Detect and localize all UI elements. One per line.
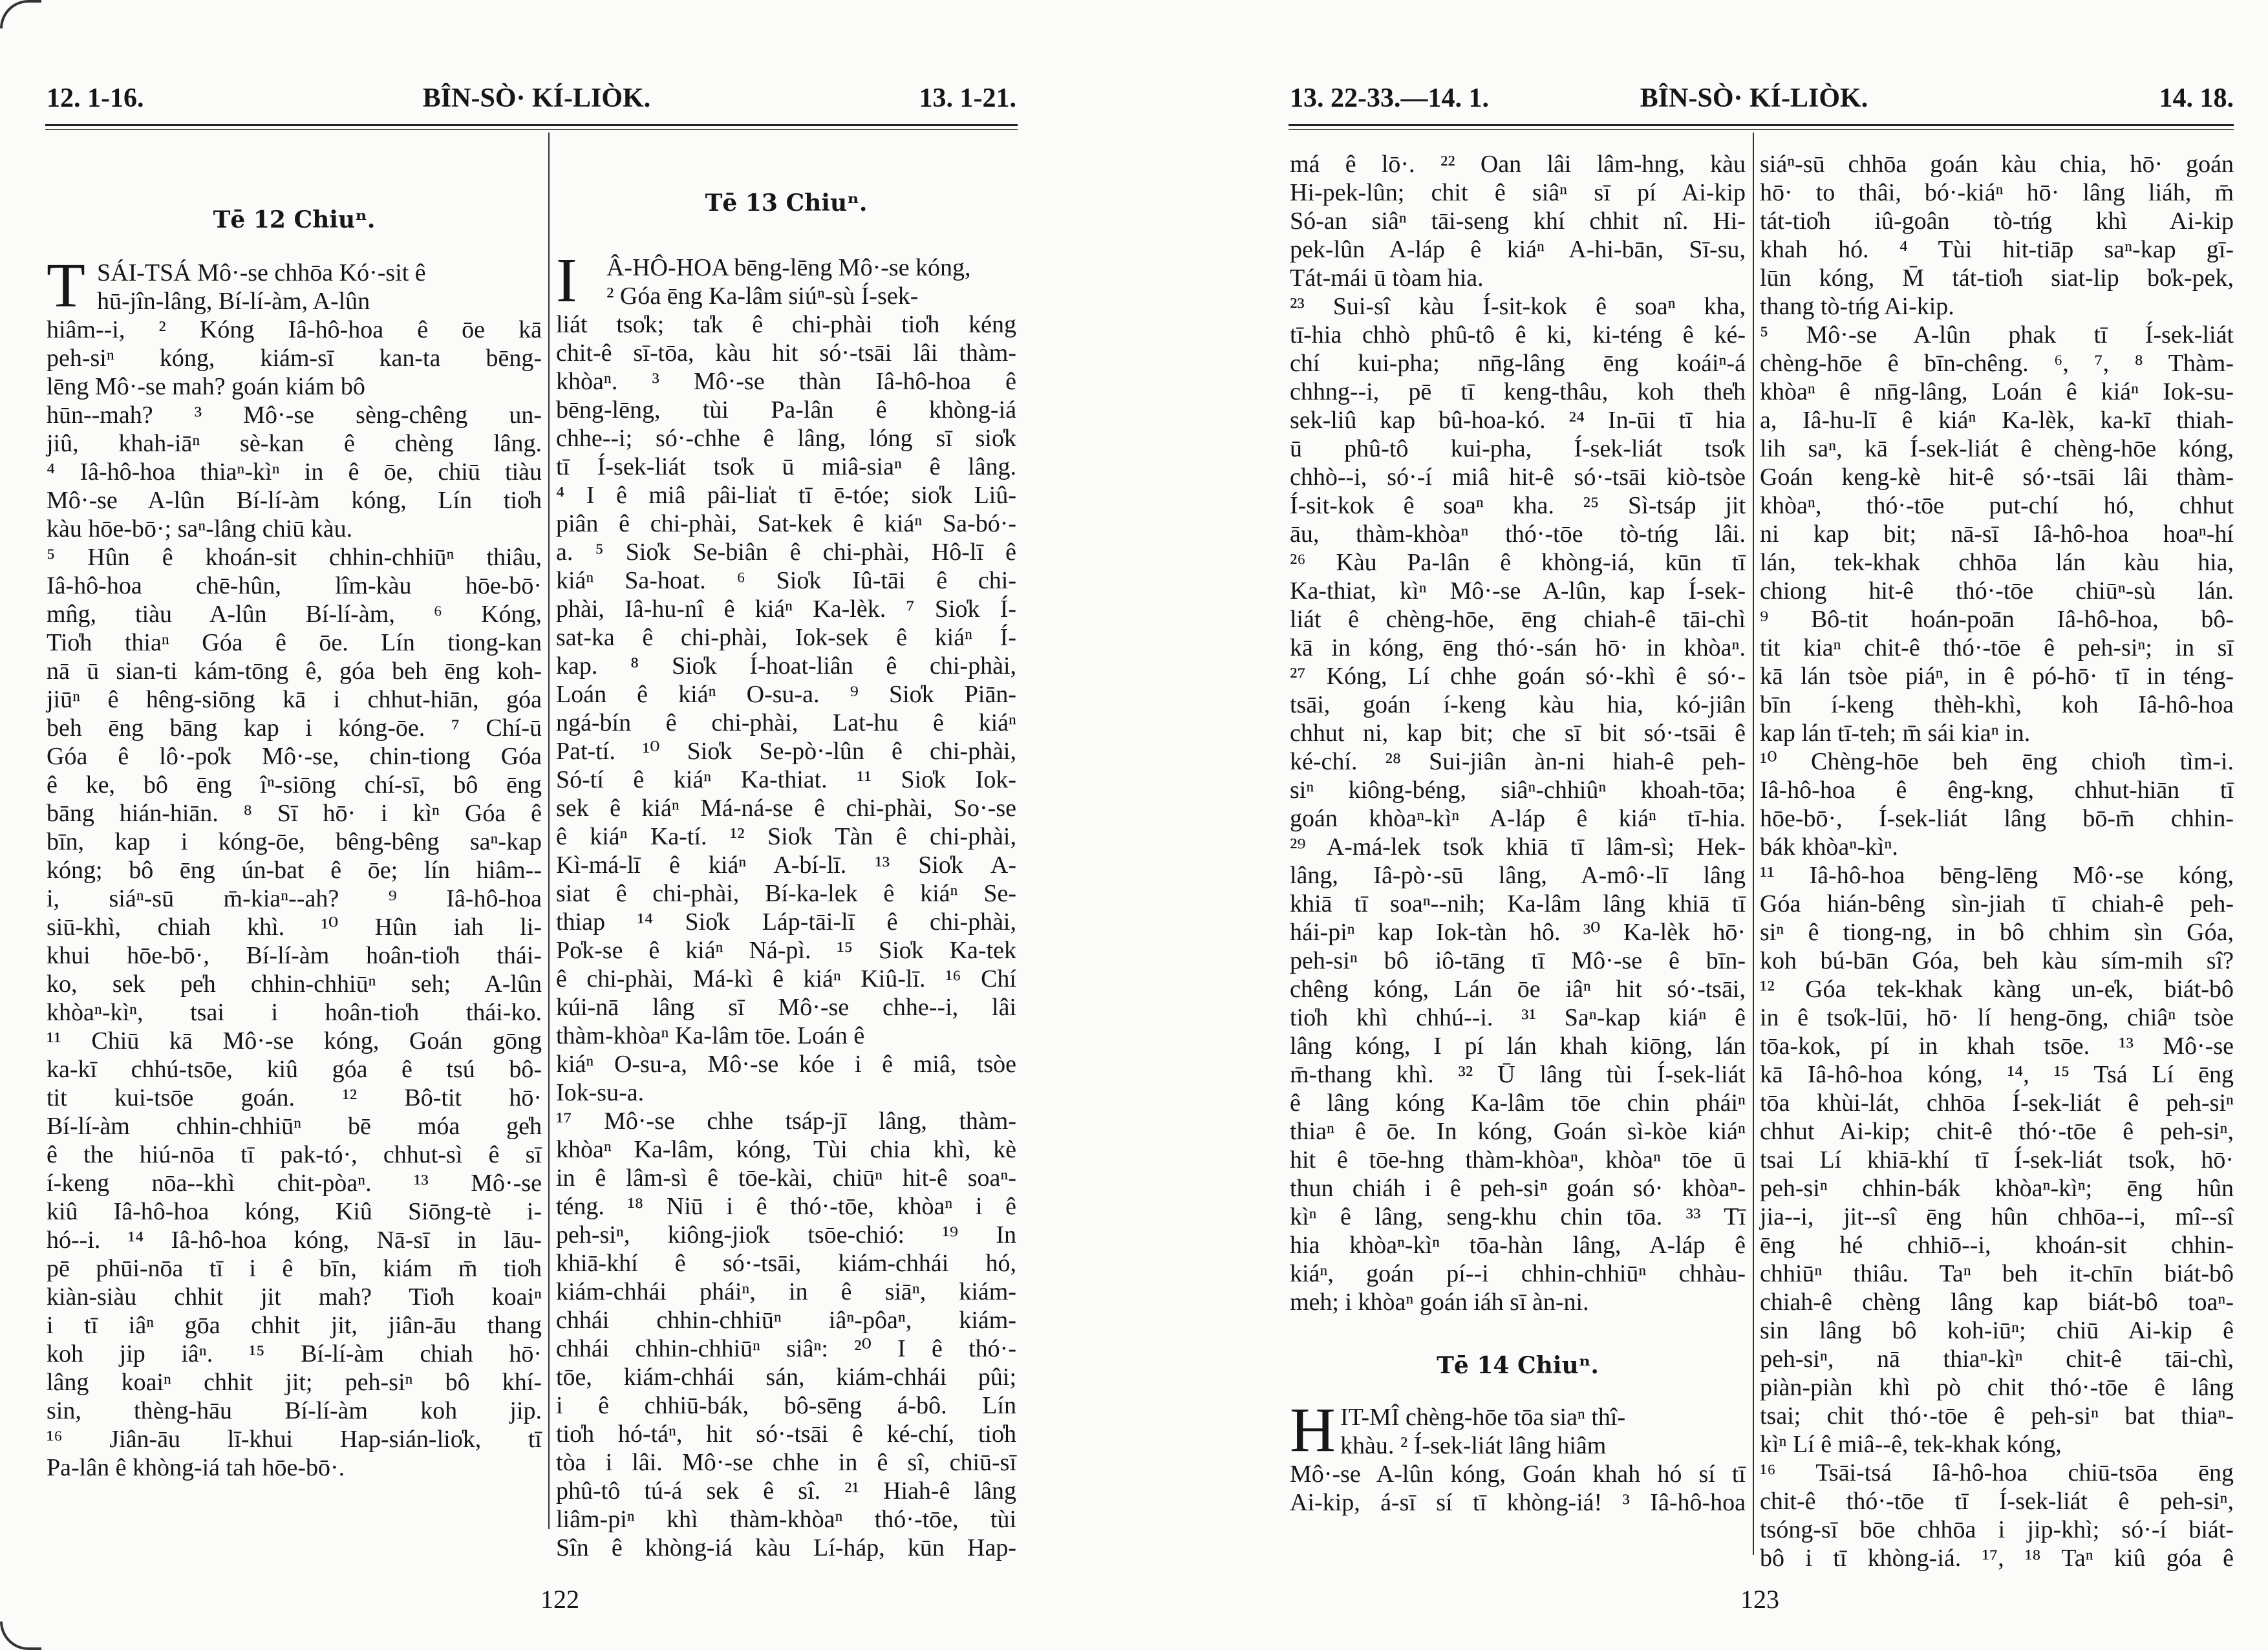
text-line: Tio̍h thiaⁿ Góa ê ōe. Lín tiong-kan	[47, 629, 542, 656]
left-header-ref-start: 12. 1-16.	[47, 83, 144, 113]
text-line: tsāi, goán í-keng kàu hia, kó-jiân	[1290, 691, 1746, 718]
text-line: lâng, Iâ-pò·-sū lâng, A-mô·-lī lâng	[1290, 862, 1746, 889]
text-line: phài, Iâ-hu-nî ê kiáⁿ Ka-lèk. ⁷ Sio̍k Í-	[556, 595, 1016, 623]
text-line: kìⁿ Lí ê miâ--ê, tek-khak kóng,	[1760, 1431, 2062, 1458]
text-line: sek ê kiáⁿ Má-ná-se ê chi-phài, So·-se	[556, 795, 1016, 822]
left-header-title: BÎN-SÒ· KÍ-LIÒK.	[422, 83, 651, 113]
text-line: in ê tso̍k-lūi, hō· lí heng-ōng, chiâⁿ tsòe	[1760, 1004, 2234, 1031]
text-line: khòaⁿ-kìⁿ, tsai i hoân-tio̍h thái-ko.	[47, 999, 542, 1026]
text-line: koh bú-bān Góa, beh kàu sím-mih sî?	[1760, 947, 2234, 974]
right-header-ref-start: 13. 22-33.—14. 1.	[1290, 83, 1489, 113]
text-line: tsai Lí khiā-khí tī Í-sek-liát tso̍k, hō·	[1760, 1146, 2234, 1173]
chapter-title: Tē 14 Chiuⁿ.	[1437, 1352, 1599, 1379]
text-line: SÁI-TSÁ Mô·-se chhōa Kó·-sit ê	[97, 259, 426, 286]
text-line: kā Iâ-hô-hoa kóng, ¹⁴, ¹⁵ Tsá Lí ēng	[1760, 1061, 2234, 1088]
text-block	[47, 251, 542, 1482]
text-line: má ê lō·. ²² Oan lâi lâm-hng, kàu	[1290, 151, 1746, 178]
left-header-ref-end: 13. 1-21.	[919, 83, 1016, 113]
text-line: Pa-lân ê khòng-iá tah hōe-bō·.	[47, 1454, 345, 1481]
text-line: ê ke, bô ēng îⁿ-siōng chí-sī, bô ēng	[47, 771, 542, 798]
text-line: kiàn-siàu chhit jit mah? Tio̍h koaiⁿ	[47, 1283, 542, 1311]
text-line: pek-lûn A-láp ê kiáⁿ A-hi-bān, Sī-su,	[1290, 236, 1746, 263]
text-block	[1290, 150, 1746, 1316]
text-line: thàm-khòaⁿ Ka-lâm tōe. Loán ê	[556, 1022, 865, 1049]
text-line: Góa ê lô·-po̍k Mô·-se, chin-tiong Góa	[47, 743, 542, 770]
text-line: chit-ê thó·-tōe tī Í-sek-liát ê peh-siⁿ,	[1760, 1488, 2234, 1515]
text-line: koh jip iâⁿ. ¹⁵ Bí-lí-àm chiah hō·	[47, 1340, 542, 1367]
text-line: ê kiáⁿ Ka-tí. ¹² Sio̍k Tàn ê chi-phài,	[556, 823, 1016, 850]
left-header-rule	[45, 124, 1018, 126]
text-line: bô i tī khòng-iá. ¹⁷, ¹⁸ Taⁿ kiû góa ê	[1760, 1545, 2234, 1572]
text-line: hū-jîn-lâng, Bí-lí-àm, A-lûn	[97, 288, 370, 315]
text-line: siⁿ kiông-béng, siâⁿ-chhiûⁿ khoah-tōa;	[1290, 777, 1746, 804]
text-line: i ê chhiū-bák, bô-sēng á-bô. Lín	[556, 1392, 1016, 1419]
text-line: siat ê chi-phài, Bí-ka-lek ê kiáⁿ Se-	[556, 880, 1016, 907]
text-line: i tī iâⁿ gōa chhit jit, jiân-āu thang	[47, 1312, 542, 1339]
text-block	[556, 246, 1016, 1562]
page-edge-shadow	[0, 0, 41, 28]
text-line: peh-siⁿ kóng, kiám-sī kan-ta bēng-	[47, 345, 542, 372]
text-line: lán, tek-khak chhōa lán kàu hia,	[1760, 549, 2234, 576]
text-line: liâm-piⁿ khì thàm-khòaⁿ thó·-tōe, tùi	[556, 1506, 1016, 1533]
text-line: jiû, khah-iāⁿ sè-kan ê chèng lâng.	[47, 430, 542, 457]
page-edge-shadow	[0, 1622, 41, 1650]
text-line: thiaⁿ ê ōe. In kóng, Goán sì-kòe kiáⁿ	[1290, 1118, 1746, 1145]
text-line: jiūⁿ ê hêng-siōng kā i chhut-hiān, góa	[47, 686, 542, 713]
text-line: khòaⁿ. ³ Mô·-se thàn Iâ-hô-hoa ê	[556, 368, 1016, 395]
text-line: chhiūⁿ thiâu. Taⁿ beh it-chīn biát-bô	[1760, 1260, 2234, 1287]
text-line: tōa-kok, pí in khah tsōe. ¹³ Mô·-se	[1760, 1033, 2234, 1060]
text-line: kìⁿ ê lâng, seng-khu chin tōa. ³³ Tī	[1290, 1203, 1746, 1230]
text-line: lēng Mô·-se mah? goán kiám bô	[47, 373, 365, 400]
text-line: chêng kóng, Lán ōe iâⁿ hit só·-tsāi,	[1290, 976, 1746, 1003]
text-line: chhut Ai-kip; chit-ê thó·-tōe ê peh-siⁿ,	[1760, 1118, 2234, 1145]
text-line: hōe-bō·, Í-sek-liát lâng bō-m̄ chhin-	[1760, 805, 2234, 832]
text-line: kiáⁿ O-su-a, Mô·-se kóe i ê miâ, tsòe	[556, 1051, 1016, 1078]
column-divider	[548, 133, 550, 1529]
text-line: chit-ê sī-tōa, kàu hit só·-tsāi lâi thàm-	[556, 339, 1016, 367]
text-line: tsai; chit thó·-tōe ê peh-siⁿ bat thiaⁿ-	[1760, 1402, 2234, 1430]
text-line: ka-kī chhú-tsōe, kiû góa ê tsú bô-	[47, 1056, 542, 1083]
text-line: ko, sek pe̍h chhin-chhiūⁿ seh; A-lûn	[47, 970, 542, 998]
text-line: tio̍h hó-táⁿ, hit só·-tsāi ê ké-chí, tio̍h	[556, 1420, 1016, 1448]
text-line: siáⁿ-sū chhōa goán kàu chia, hō· goán	[1760, 151, 2234, 178]
text-line: peh-siⁿ chhin-bák khòaⁿ-kìⁿ; ēng hûn	[1760, 1175, 2234, 1202]
text-line: sin lâng bô koh-iūⁿ; chiū Ai-kip ê	[1760, 1317, 2234, 1344]
text-line: Mô·-se A-lûn kóng, Goán khah hó sí tī	[1290, 1461, 1746, 1488]
text-line: a, Iâ-hu-lī ê kiáⁿ Ka-lèk, ka-kī thiah-	[1760, 407, 2234, 434]
text-line: ⁴ I ê miâ pâi-lia̍t tī ē-tóe; sio̍k Liû-	[556, 482, 1016, 509]
text-line: siū-khì, chiah khì. ¹⁰ Hûn iah li-	[47, 914, 542, 941]
text-line: in ê lâm-sì ê tōe-kài, chiūⁿ hit-ê soaⁿ-	[556, 1164, 1016, 1192]
text-line: Hi-pek-lûn; chit ê siâⁿ sī pí Ai-kip	[1290, 179, 1746, 206]
text-line: beh ēng bāng kap i kóng-ōe. ⁷ Chí-ū	[47, 714, 542, 742]
text-line: bēng-lēng, tùi Pa-lân ê khòng-iá	[556, 396, 1016, 423]
text-line: tit kui-tsōe goán. ¹² Bô-tit hō·	[47, 1084, 542, 1111]
text-line: ¹¹ Chiū kā Mô·-se kóng, Goán gōng	[47, 1027, 542, 1055]
text-line: a. ⁵ Sio̍k Se-biân ê chi-phài, Hô-lī ê	[556, 539, 1016, 566]
text-line: hó--i. ¹⁴ Iâ-hô-hoa kóng, Nā-sī in lāu-	[47, 1227, 542, 1254]
text-line: nā ū sian-ti kám-tōng ê, góa beh ēng koh-	[47, 658, 542, 685]
text-line: goán khòaⁿ-kìⁿ A-láp ê kiáⁿ tī-hia.	[1290, 805, 1746, 832]
text-line: kóng; bô ēng ún-bat ê ōe; lín hiâm--	[47, 857, 542, 884]
text-line: ²⁹ A-má-lek tso̍k khiā tī lâm-sì; Hek-	[1290, 833, 1746, 861]
right-header-title: BÎN-SÒ· KÍ-LIÒK.	[1640, 83, 1868, 113]
text-line: peh-siⁿ, kiông-jio̍k tsōe-chió: ¹⁹ In	[556, 1221, 1016, 1248]
text-line: piân ê chi-phài, Sat-kek ê kiáⁿ Sa-bó·-	[556, 510, 1016, 537]
text-line: ¹² Góa tek-khak kàng un-e̍k, biát-bô	[1760, 976, 2234, 1003]
column-divider	[1753, 133, 1754, 1555]
text-line: ¹⁰ Chèng-hōe beh ēng chio̍h tìm-i.	[1760, 748, 2234, 775]
text-line: bák khòaⁿ-kìⁿ.	[1760, 833, 1898, 861]
text-line: Iâ-hô-hoa chē-hûn, lîm-kàu hōe-bō·	[47, 572, 542, 599]
text-line: bāng hián-hiān. ⁸ Sī hō· i kìⁿ Góa ê	[47, 800, 542, 827]
text-line: chhái chhin-chhiūⁿ iâⁿ-pôaⁿ, kiám-	[556, 1307, 1016, 1334]
text-line: téng. ¹⁸ Niū i ê thó·-tōe, khòaⁿ i ê	[556, 1193, 1016, 1220]
text-line: tit kiaⁿ chit-ê thó·-tōe ê peh-siⁿ; in sī	[1760, 634, 2234, 661]
text-line: peh-siⁿ, nā thiaⁿ-kìⁿ chit-ê tāi-chì,	[1760, 1345, 2234, 1373]
text-line: Iâ-hô-hoa ê êng-kng, chhut-hiān tī	[1760, 777, 2234, 804]
text-line: ²⁷ Kóng, Lí chhe goán só·-khì ê só·-	[1290, 663, 1746, 690]
text-line: Â-HÔ-HOA bēng-lēng Mô·-se kóng,	[606, 254, 971, 281]
text-line: Sîn ê khòng-iá kàu Lí-háp, kūn Hap-	[556, 1534, 1016, 1561]
text-line: Goán keng-kè hit-ê só·-tsāi lâi thàm-	[1760, 464, 2234, 491]
text-line: mn̂g, tiàu A-lûn Bí-lí-àm, ⁶ Kóng,	[47, 601, 542, 628]
text-line: kàu hōe-bō·; saⁿ-lâng chiū kàu.	[47, 515, 353, 542]
text-line: hit ê tōe-hng thàm-khòaⁿ, khòaⁿ tōe ū	[1290, 1146, 1746, 1173]
text-line: ²⁶ Kàu Pa-lân ê khòng-iá, kūn tī	[1290, 549, 1746, 576]
text-line: ngá-bín ê chi-phài, Lat-hu ê kiáⁿ	[556, 709, 1016, 736]
left-header-rule	[45, 129, 1018, 130]
text-line: Po̍k-se ê kiáⁿ Ná-pì. ¹⁵ Sio̍k Ka-tek	[556, 937, 1016, 964]
text-line: khòaⁿ, thó·-tōe put-chí hó, chhut	[1760, 492, 2234, 519]
text-line: khàu. ² Í-sek-liát lâng hiâm	[1340, 1432, 1607, 1459]
text-line: ⁹ Bô-tit hoán-poān Iâ-hô-hoa, bô-	[1760, 606, 2234, 633]
text-line: chhut ni, kap bit; che sī bit só·-tsāi ê	[1290, 720, 1746, 747]
text-line: lâng kóng, I pí lán khah kiōng, lán	[1290, 1033, 1746, 1060]
text-line: lâng koaiⁿ chhit jit; peh-siⁿ bô khí-	[47, 1369, 542, 1396]
text-line: chhái chhin-chhiūⁿ siâⁿ: ²⁰ I ê thó·-	[556, 1335, 1016, 1362]
text-block	[1290, 1395, 1746, 1517]
page-number: 122	[540, 1585, 579, 1614]
text-line: thun chiáh i ê peh-siⁿ goán só· khòaⁿ-	[1290, 1175, 1746, 1202]
text-line: Iok-su-a.	[556, 1079, 645, 1106]
text-line: ¹⁷ Mô·-se chhe tsáp-jī lâng, thàm-	[556, 1108, 1016, 1135]
text-line: pē phūi-nōa tī i ê bīn, kiám m̄ tio̍h	[47, 1255, 542, 1282]
text-line: liát ê chèng-hōe, ēng chiah-ê tāi-chì	[1290, 606, 1746, 633]
text-line: ni kap bit; nā-sī Iâ-hô-hoa hoaⁿ-hí	[1760, 520, 2234, 548]
text-line: kiám-chhái pháiⁿ, in ê siāⁿ, kiám-	[556, 1278, 1016, 1305]
text-line: ¹⁶ Jiân-āu lī-khui Hap-sián-lio̍k, tī	[47, 1426, 542, 1453]
text-line: khiā tī soaⁿ--nih; Ka-lâm lâng khiā tī	[1290, 890, 1746, 917]
text-line: khiā-khí ê só·-tsāi, kiám-chhái hó,	[556, 1250, 1016, 1277]
text-line: lūn kóng, M̄ tát-tio̍h siat-lip bo̍k-pek,	[1760, 264, 2234, 292]
text-line: tát-tio̍h iû-goân tò-tńg khì Ai-kip	[1760, 208, 2234, 235]
text-line: hūn--mah? ³ Mô·-se sèng-chêng un-	[47, 402, 542, 429]
text-line: sek-liû kap bû-hoa-kó. ²⁴ In-ūi tī hia	[1290, 407, 1746, 434]
text-line: Mô·-se A-lûn Bí-lí-àm kóng, Lín tio̍h	[47, 487, 542, 514]
right-header-rule	[1289, 129, 2234, 130]
text-line: hái-piⁿ kap Iok-tàn hô. ³⁰ Ka-lèk hō·	[1290, 919, 1746, 946]
text-line: kiû Iâ-hô-hoa kóng, Kiû Siōng-tè i-	[47, 1198, 542, 1225]
text-line: kap. ⁸ Sio̍k Í-hoat-liân ê chi-phài,	[556, 652, 1016, 680]
text-line: kā lán tsòe piáⁿ, in ê pó-hō· tī in téng-	[1760, 663, 2234, 690]
text-line: chiong hit-ê thó·-tōe chiūⁿ-sù lán.	[1760, 577, 2234, 605]
text-line: siⁿ ê tiong-ng, in bô chhim sìn Góa,	[1760, 919, 2234, 946]
text-line: í-keng nōa--khì chit-pòaⁿ. ¹³ Mô·-se	[47, 1170, 542, 1197]
text-line: ²³ Sui-sî kàu Í-sit-kok ê soaⁿ kha,	[1290, 293, 1746, 320]
text-line: Góa hián-bêng sìn-jiah tī chiah-ê peh-	[1760, 890, 2234, 917]
text-line: ² Góa ēng Ka-lâm siúⁿ-sù Í-sek-	[606, 283, 919, 310]
text-line: chhng--i, pē tī keng-thâu, koh the̍h	[1290, 378, 1746, 405]
text-line: Só-an siâⁿ tāi-seng khí chhit nî. Hi-	[1290, 208, 1746, 235]
text-line: ⁴ Iâ-hô-hoa thiaⁿ-kìⁿ in ê ōe, chiū tiàu	[47, 458, 542, 486]
text-line: Ka-thiat, kìⁿ Mô·-se A-lûn, kap Í-sek-	[1290, 577, 1746, 605]
text-line: bīn í-keng thèh-khì, koh Iâ-hô-hoa	[1760, 691, 2234, 718]
chapter-title: Tē 12 Chiuⁿ.	[213, 206, 376, 233]
text-line: hō· to thâi, bó·-kiáⁿ hō· lâng liáh, m̄	[1760, 179, 2234, 206]
text-line: hiâm--i, ² Kóng Iâ-hô-hoa ê ōe kā	[47, 316, 542, 343]
text-line: Kì-má-lī ê kiáⁿ A-bí-lī. ¹³ Sio̍k A-	[556, 852, 1016, 879]
text-line: ¹⁶ Tsāi-tsá Iâ-hô-hoa chiū-tsōa ēng	[1760, 1459, 2234, 1486]
text-line: khòaⁿ Ka-lâm, kóng, Tùi chia khì, kè	[556, 1136, 1016, 1163]
text-line: jia--i, jit--sî ēng hûn chhōa--i, mî--sî	[1760, 1203, 2234, 1230]
text-line: tī-hia chhò phû-tô ê ki, ki-téng ê ké-	[1290, 321, 1746, 348]
text-line: chhò--i, só·-í miâ hit-ê só·-tsāi kiò-tsòe	[1290, 464, 1746, 491]
text-line: hia khòaⁿ-kìⁿ tōa-hàn lâng, A-láp ê	[1290, 1232, 1746, 1259]
text-line: chiah-ê chèng lâng kap biát-bô toaⁿ-	[1760, 1289, 2234, 1316]
text-line: chhe--i; só·-chhe ê lâng, lóng sī sio̍k	[556, 425, 1016, 452]
text-line: tōa khùi-lát, chhōa Í-sek-liát ê peh-siⁿ	[1760, 1089, 2234, 1117]
text-line: khòaⁿ ê nn̄g-lâng, Loán ê kiáⁿ Iok-su-	[1760, 378, 2234, 405]
text-line: sin, thèng-hāu Bí-lí-àm koh jip.	[47, 1397, 542, 1424]
text-line: Ai-kip, á-sī sí tī khòng-iá! ³ Iâ-hô-hoa	[1290, 1489, 1746, 1516]
text-line: i, siáⁿ-sū m̄-kiaⁿ--ah? ⁹ Iâ-hô-hoa	[47, 885, 542, 912]
text-line: IT-MÎ chèng-hōe tōa siaⁿ thî-	[1340, 1404, 1626, 1431]
drop-cap: H	[1290, 1395, 1336, 1465]
text-line: bīn, kap i kóng-ōe, bêng-bêng saⁿ-kap	[47, 828, 542, 855]
text-line: peh-siⁿ bô iô-tāng tī Mô·-se ê bīn-	[1290, 947, 1746, 974]
text-line: tōe, kiám-chhái sán, kiám-chhái pûi;	[556, 1364, 1016, 1391]
text-line: ê lâng kóng Ka-lâm tōe chin pháiⁿ	[1290, 1089, 1746, 1117]
text-line: ¹¹ Iâ-hô-hoa bēng-lēng Mô·-se kóng,	[1760, 862, 2234, 889]
chapter-title: Tē 13 Chiuⁿ.	[705, 189, 868, 217]
text-line: Tát-mái ū tòam hia.	[1290, 264, 1484, 292]
text-line: tòa i lâi. Mô·-se chhe in ê sî, chiū-sī	[556, 1449, 1016, 1476]
text-line: kiáⁿ Sa-hoat. ⁶ Sio̍k Iû-tāi ê chi-	[556, 567, 1016, 594]
text-line: khah hó. ⁴ Tùi hit-tiāp saⁿ-kap gī-	[1760, 236, 2234, 263]
text-line: kiáⁿ, goán pí--i chhin-chhiūⁿ chhàu-	[1290, 1260, 1746, 1287]
text-line: chí kui-pha; nn̄g-lâng ēng koáiⁿ-á	[1290, 350, 1746, 377]
text-line: ēng hé chhiō--i, khoán-sit chhin-	[1760, 1232, 2234, 1259]
text-line: āu, thàm-khòaⁿ thó·-tōe tò-tńg lâi.	[1290, 520, 1746, 548]
text-line: khui hōe-bō·, Bí-lí-àm hoân-tio̍h thái-	[47, 942, 542, 969]
text-line: m̄-thang khì. ³² Ū lâng tùi Í-sek-liát	[1290, 1061, 1746, 1088]
right-header-rule	[1289, 124, 2234, 126]
text-line: phû-tô tú-á sek ê sî. ²¹ Hiah-ê lâng	[556, 1477, 1016, 1505]
text-line: chèng-hōe ê bīn-chêng. ⁶, ⁷, ⁸ Thàm-	[1760, 350, 2234, 377]
text-line: ū phû-tô kui-pha, Í-sek-liát tso̍k	[1290, 435, 1746, 462]
text-line: Bí-lí-àm chhin-chhiūⁿ bē móa ge̍h	[47, 1113, 542, 1140]
drop-cap: I	[556, 246, 577, 316]
text-line: kā in kóng, ēng thó·-sán hō· in khòaⁿ.	[1290, 634, 1746, 661]
text-line: ê the hiú-nōa tī pak-tó·, chhut-sì ê sī	[47, 1141, 542, 1168]
right-header-ref-end: 14. 18.	[2159, 83, 2234, 113]
text-line: lih saⁿ, kā Í-sek-liát ê chèng-hōe kóng,	[1760, 435, 2234, 462]
text-line: ê chi-phài, Má-kì ê kiáⁿ Kiû-lī. ¹⁶ Chí	[556, 965, 1016, 992]
text-line: kap lán tī-teh; m̄ sái kiaⁿ in.	[1760, 720, 2031, 747]
text-line: thiap ¹⁴ Sio̍k Láp-tāi-lī ê chi-phài,	[556, 908, 1016, 936]
text-line: thang tò-tńg Ai-kip.	[1760, 293, 1954, 320]
drop-cap: T	[47, 251, 85, 321]
text-line: ké-chí. ²⁸ Sui-jiân àn-ni hiah-ê peh-	[1290, 748, 1746, 775]
text-line: ⁵ Mô·-se A-lûn phak tī Í-sek-liát	[1760, 321, 2234, 348]
text-line: tio̍h khì chhú--i. ³¹ Saⁿ-kap kiáⁿ ê	[1290, 1004, 1746, 1031]
text-line: Pat-tí. ¹⁰ Sio̍k Se-pò·-lûn ê chi-phài,	[556, 738, 1016, 765]
text-line: kúi-nā lâng sī Mô·-se chhe--i, lâi	[556, 994, 1016, 1021]
text-line: sat-ka ê chi-phài, Iok-sek ê kiáⁿ Í-	[556, 624, 1016, 651]
text-line: tsóng-sī bōe chhōa i jip-khì; só·-í biát-	[1760, 1516, 2234, 1543]
text-line: Í-sit-kok ê soaⁿ kha. ²⁵ Sì-tsáp jit	[1290, 492, 1746, 519]
text-line: tī Í-sek-liát tso̍k ū miâ-siaⁿ ê lâng.	[556, 453, 1016, 480]
text-line: Só-tí ê kiáⁿ Ka-thiat. ¹¹ Sio̍k Iok-	[556, 766, 1016, 793]
page-number: 123	[1740, 1585, 1779, 1614]
text-line: meh; i khòaⁿ goán iáh sī àn-ni.	[1290, 1289, 1589, 1316]
text-line: ⁵ Hûn ê khoán-sit chhin-chhiūⁿ thiâu,	[47, 544, 542, 571]
text-line: piàn-piàn khì pò chit thó·-tōe ê lâng	[1760, 1374, 2234, 1401]
text-line: liát tso̍k; ta̍k ê chi-phài tio̍h kéng	[556, 311, 1016, 338]
text-block	[1760, 150, 2234, 1572]
text-line: Loán ê kiáⁿ O-su-a. ⁹ Sio̍k Piān-	[556, 681, 1016, 708]
